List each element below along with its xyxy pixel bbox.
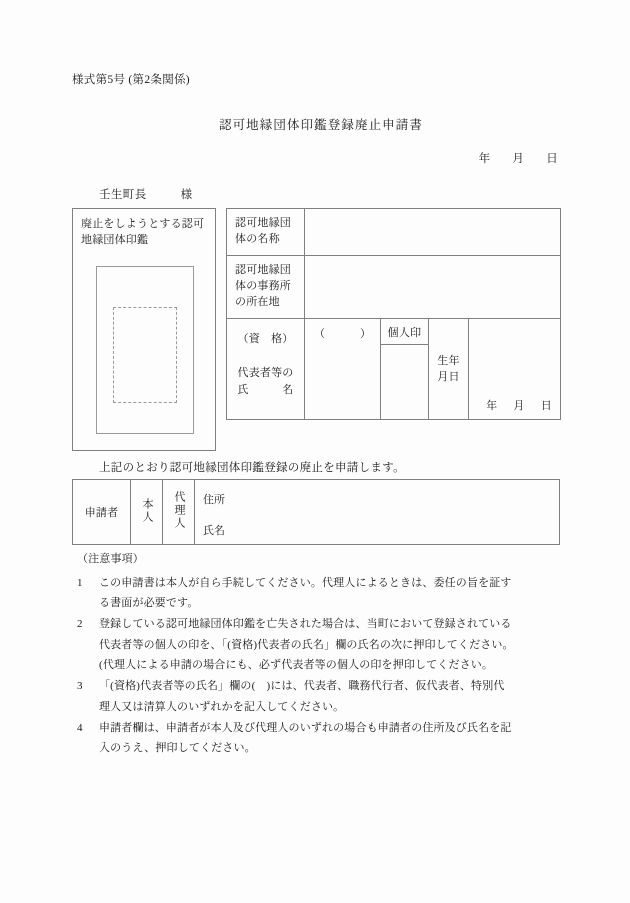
date-year-label: 年	[478, 153, 491, 165]
birth-day-label: 日	[540, 399, 552, 412]
applicant-name-label: 氏名	[203, 524, 225, 537]
org-office-label-cell	[227, 256, 305, 319]
org-office-value	[305, 256, 560, 270]
applicant-self-cell[interactable]	[131, 480, 163, 545]
submission-date-line	[0, 150, 630, 166]
representative-label-cell	[227, 318, 305, 419]
org-name-label: 認可地縁団体の名称	[235, 217, 291, 245]
birth-date-line	[486, 397, 552, 413]
seal-box-label: 廃止をしようとする認可地縁団体印鑑	[81, 218, 205, 246]
application-statement: 上記のとおり認可地縁団体印鑑登録の廃止を申請します。	[99, 462, 405, 474]
list-item	[77, 718, 577, 759]
qualification-input-cell[interactable]	[305, 318, 381, 419]
birth-date-label: 生年 月日	[437, 354, 460, 384]
note-line: 「(資格)代表者等の氏名」欄の( )には、代表者、職務代行者、仮代表者、特別代	[99, 680, 505, 693]
addressee-honorific: 様	[180, 189, 193, 201]
personal-seal-cell[interactable]	[381, 318, 429, 419]
applicant-self-label: 本人	[141, 497, 153, 524]
note-text	[99, 676, 577, 717]
note-number: 2	[77, 618, 83, 631]
personal-seal-area[interactable]	[381, 345, 428, 417]
note-text	[99, 573, 577, 614]
applicant-table	[72, 479, 560, 545]
representative-name-label-line1: 代表者等の	[237, 367, 294, 380]
table-row	[73, 480, 560, 545]
form-code: 様式第5号 (第2条関係)	[72, 74, 190, 86]
applicant-address-label: 住所	[203, 493, 225, 506]
qualification-label: （資 格）	[237, 332, 294, 345]
table-row	[227, 209, 561, 256]
applicant-address-name-cell[interactable]	[195, 480, 560, 545]
notes-section	[77, 551, 577, 760]
note-text	[99, 614, 577, 675]
note-line: この申請書は本人が自ら手続してください。代理人によるときは、委任の旨を証す	[99, 576, 512, 589]
note-line: (代理人による申請の場合にも、必ず代表者等の個人の印を押印してください。	[99, 658, 494, 671]
date-month-label: 月	[512, 153, 525, 165]
org-office-value-cell[interactable]	[305, 256, 561, 319]
note-line: 申請者欄は、申請者が本人及び代理人のいずれの場合も申請者の住所及び氏名を記	[99, 721, 512, 734]
note-line: 理人又は清算人のいずれかを記入してください。	[99, 700, 345, 713]
birth-year-label: 年	[486, 399, 498, 412]
notes-heading: （注意事項）	[77, 553, 144, 565]
seal-inner-dashed-frame	[113, 307, 177, 403]
birth-date-value-cell[interactable]	[469, 318, 561, 419]
page-title: 認可地縁団体印鑑登録廃止申請書	[218, 118, 423, 132]
qualification-parentheses	[305, 319, 380, 341]
note-number: 3	[77, 680, 83, 693]
org-name-value-cell[interactable]	[305, 209, 561, 256]
applicant-label: 申請者	[84, 507, 119, 519]
applicant-address-name-labels	[195, 488, 559, 537]
seal-outer-frame	[96, 266, 194, 434]
note-text	[99, 718, 577, 759]
note-line: る書面が必要です。	[99, 596, 199, 609]
list-item	[77, 573, 577, 614]
applicant-label-cell	[73, 480, 131, 545]
list-item	[77, 614, 577, 675]
org-name-label-cell	[227, 209, 305, 256]
paren-close: ）	[360, 327, 371, 340]
note-line: 登録している認可地縁団体印鑑を亡失された場合は、当町において登録されている	[99, 618, 512, 631]
birth-month-label: 月	[513, 399, 525, 412]
personal-seal-label: 個人印	[381, 319, 428, 345]
note-number: 1	[77, 576, 83, 589]
note-line: 入のうえ、押印してください。	[99, 742, 256, 755]
addressee-office: 壬生町長	[99, 189, 147, 201]
date-day-label: 日	[546, 153, 558, 165]
list-item	[77, 676, 577, 717]
applicant-agent-cell[interactable]	[163, 480, 195, 545]
table-row	[227, 318, 561, 419]
org-name-value	[305, 209, 560, 223]
note-line: 代表者等の個人の印を、「(資格)代表者の氏名」欄の氏名の次に押印してください。	[99, 638, 514, 651]
note-number: 4	[77, 721, 83, 734]
organization-info-table	[226, 208, 561, 420]
applicant-agent-label: 代理人	[173, 491, 185, 530]
representative-name-label-line2: 氏 名	[237, 383, 294, 396]
seal-impression-box[interactable]	[72, 208, 216, 451]
addressee	[99, 186, 193, 202]
table-row	[227, 256, 561, 319]
birth-label-cell	[429, 318, 469, 419]
representative-label	[227, 319, 304, 405]
paren-open: （	[314, 327, 325, 340]
org-office-label: 認可地縁団体の事務所の所在地	[235, 264, 291, 308]
